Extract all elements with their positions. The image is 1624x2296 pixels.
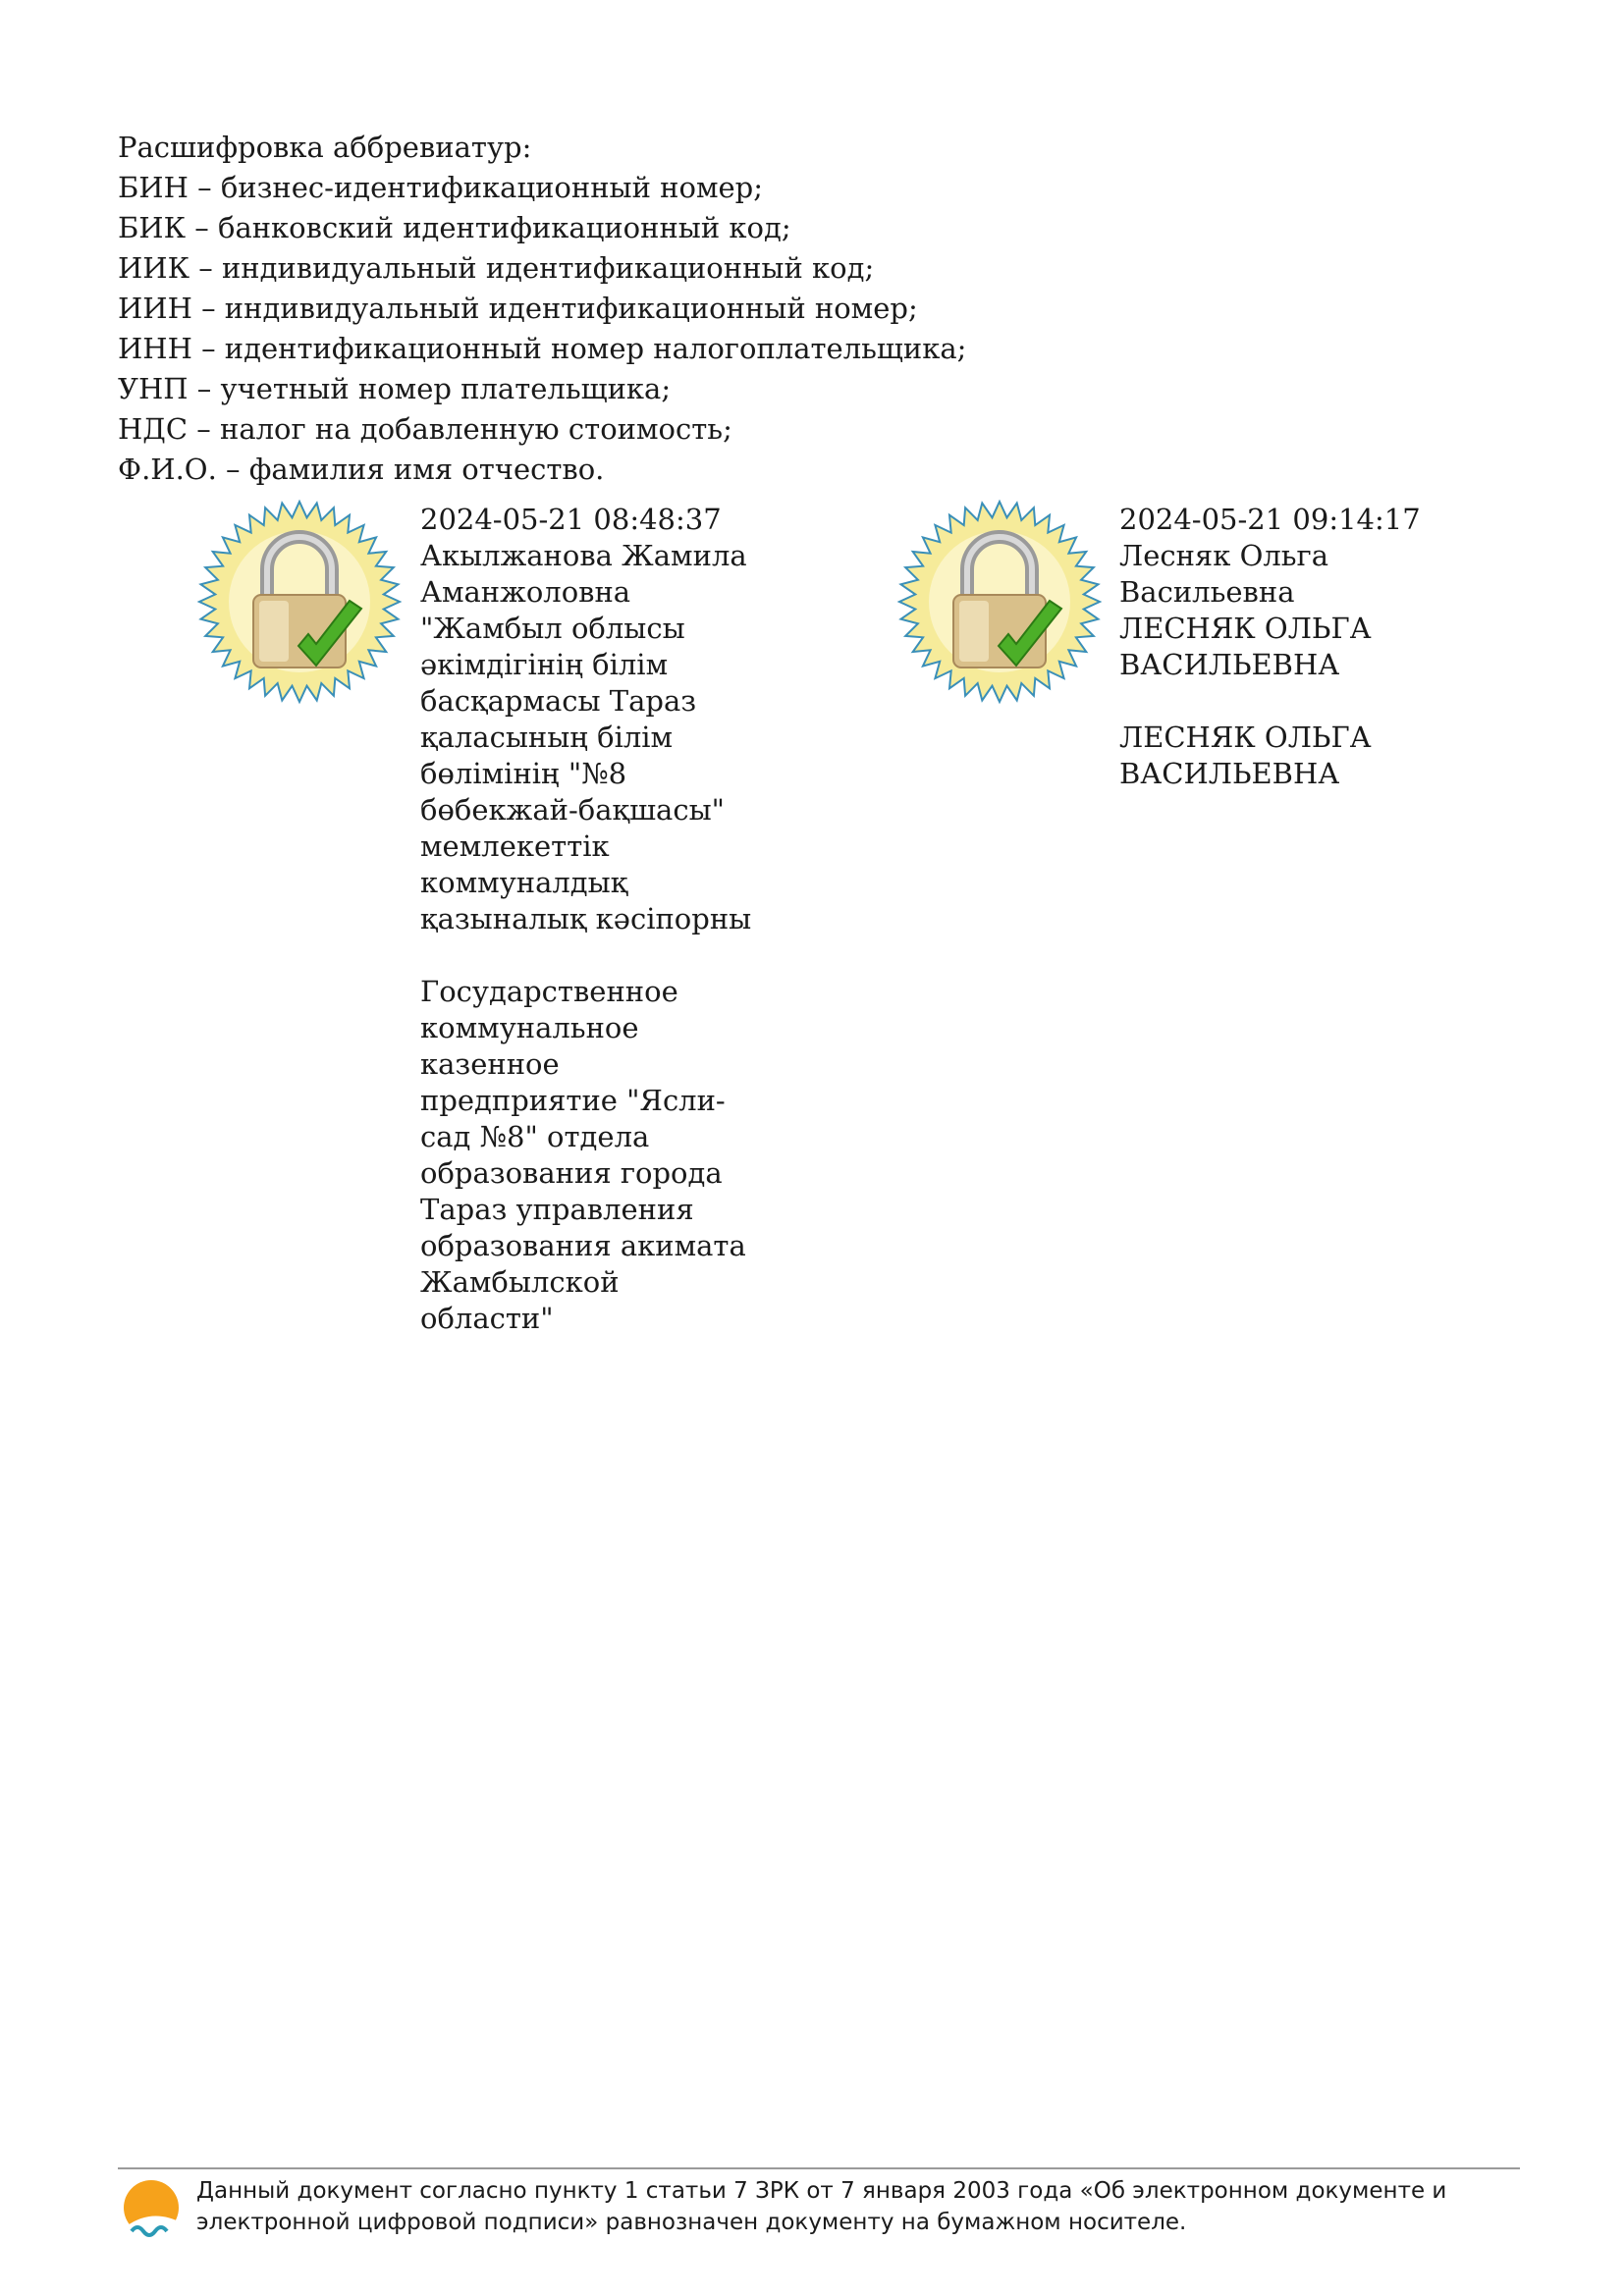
- abbreviation-item: ИИК – индивидуальный идентификационный код;: [118, 251, 875, 285]
- abbreviation-item: ИНН – идентификационный номер налогоплательщика;: [118, 332, 967, 365]
- abbreviation-item: УНП – учетный номер плательщика;: [118, 372, 672, 405]
- abbreviation-item: НДС – налог на добавленную стоимость;: [118, 412, 732, 446]
- footer-legal-note: Данный документ согласно пункту 1 статьи 7 ЗРК от 7 января 2003 года «Об электронном документе и электронной цифровой подписи» равнозначен документу на бумажном носителе.: [196, 2178, 1447, 2235]
- padlock-checkmark-seal-icon: [896, 499, 1103, 705]
- signature-text: 2024-05-21 08:48:37 Акылжанова Жамила Аманжоловна "Жамбыл облысы әкімдігінің білім басқармасы Тараз қаласының білім бөлімінің "№8 бөбекжай-бақшасы" мемлекеттік коммуналдық қазыналық кәсіпорны Государственное коммунальное казенное предприятие "Ясли- сад №8" отдела образования города Тараз управления образования акимата Жамбылской области": [420, 503, 752, 1335]
- abbreviation-item: БИК – банковский идентификационный код;: [118, 211, 791, 244]
- abbreviations-heading: Расшифровка аббревиатур:: [118, 131, 532, 164]
- abbreviation-item: ИИН – индивидуальный идентификационный номер;: [118, 292, 918, 325]
- padlock-checkmark-seal-icon: [196, 499, 403, 705]
- egov-sun-logo-icon: [118, 2174, 189, 2245]
- abbreviation-item: БИН – бизнес-идентификационный номер;: [118, 171, 764, 204]
- signature-text: 2024-05-21 09:14:17 Лесняк Ольга Васильевна ЛЕСНЯК ОЛЬГА ВАСИЛЬЕВНА ЛЕСНЯК ОЛЬГА ВАСИЛЬЕВНА: [1119, 503, 1421, 790]
- abbreviation-item: Ф.И.О. – фамилия имя отчество.: [118, 453, 605, 486]
- footer-divider: [118, 2167, 1520, 2169]
- abbreviations-block: [118, 128, 966, 490]
